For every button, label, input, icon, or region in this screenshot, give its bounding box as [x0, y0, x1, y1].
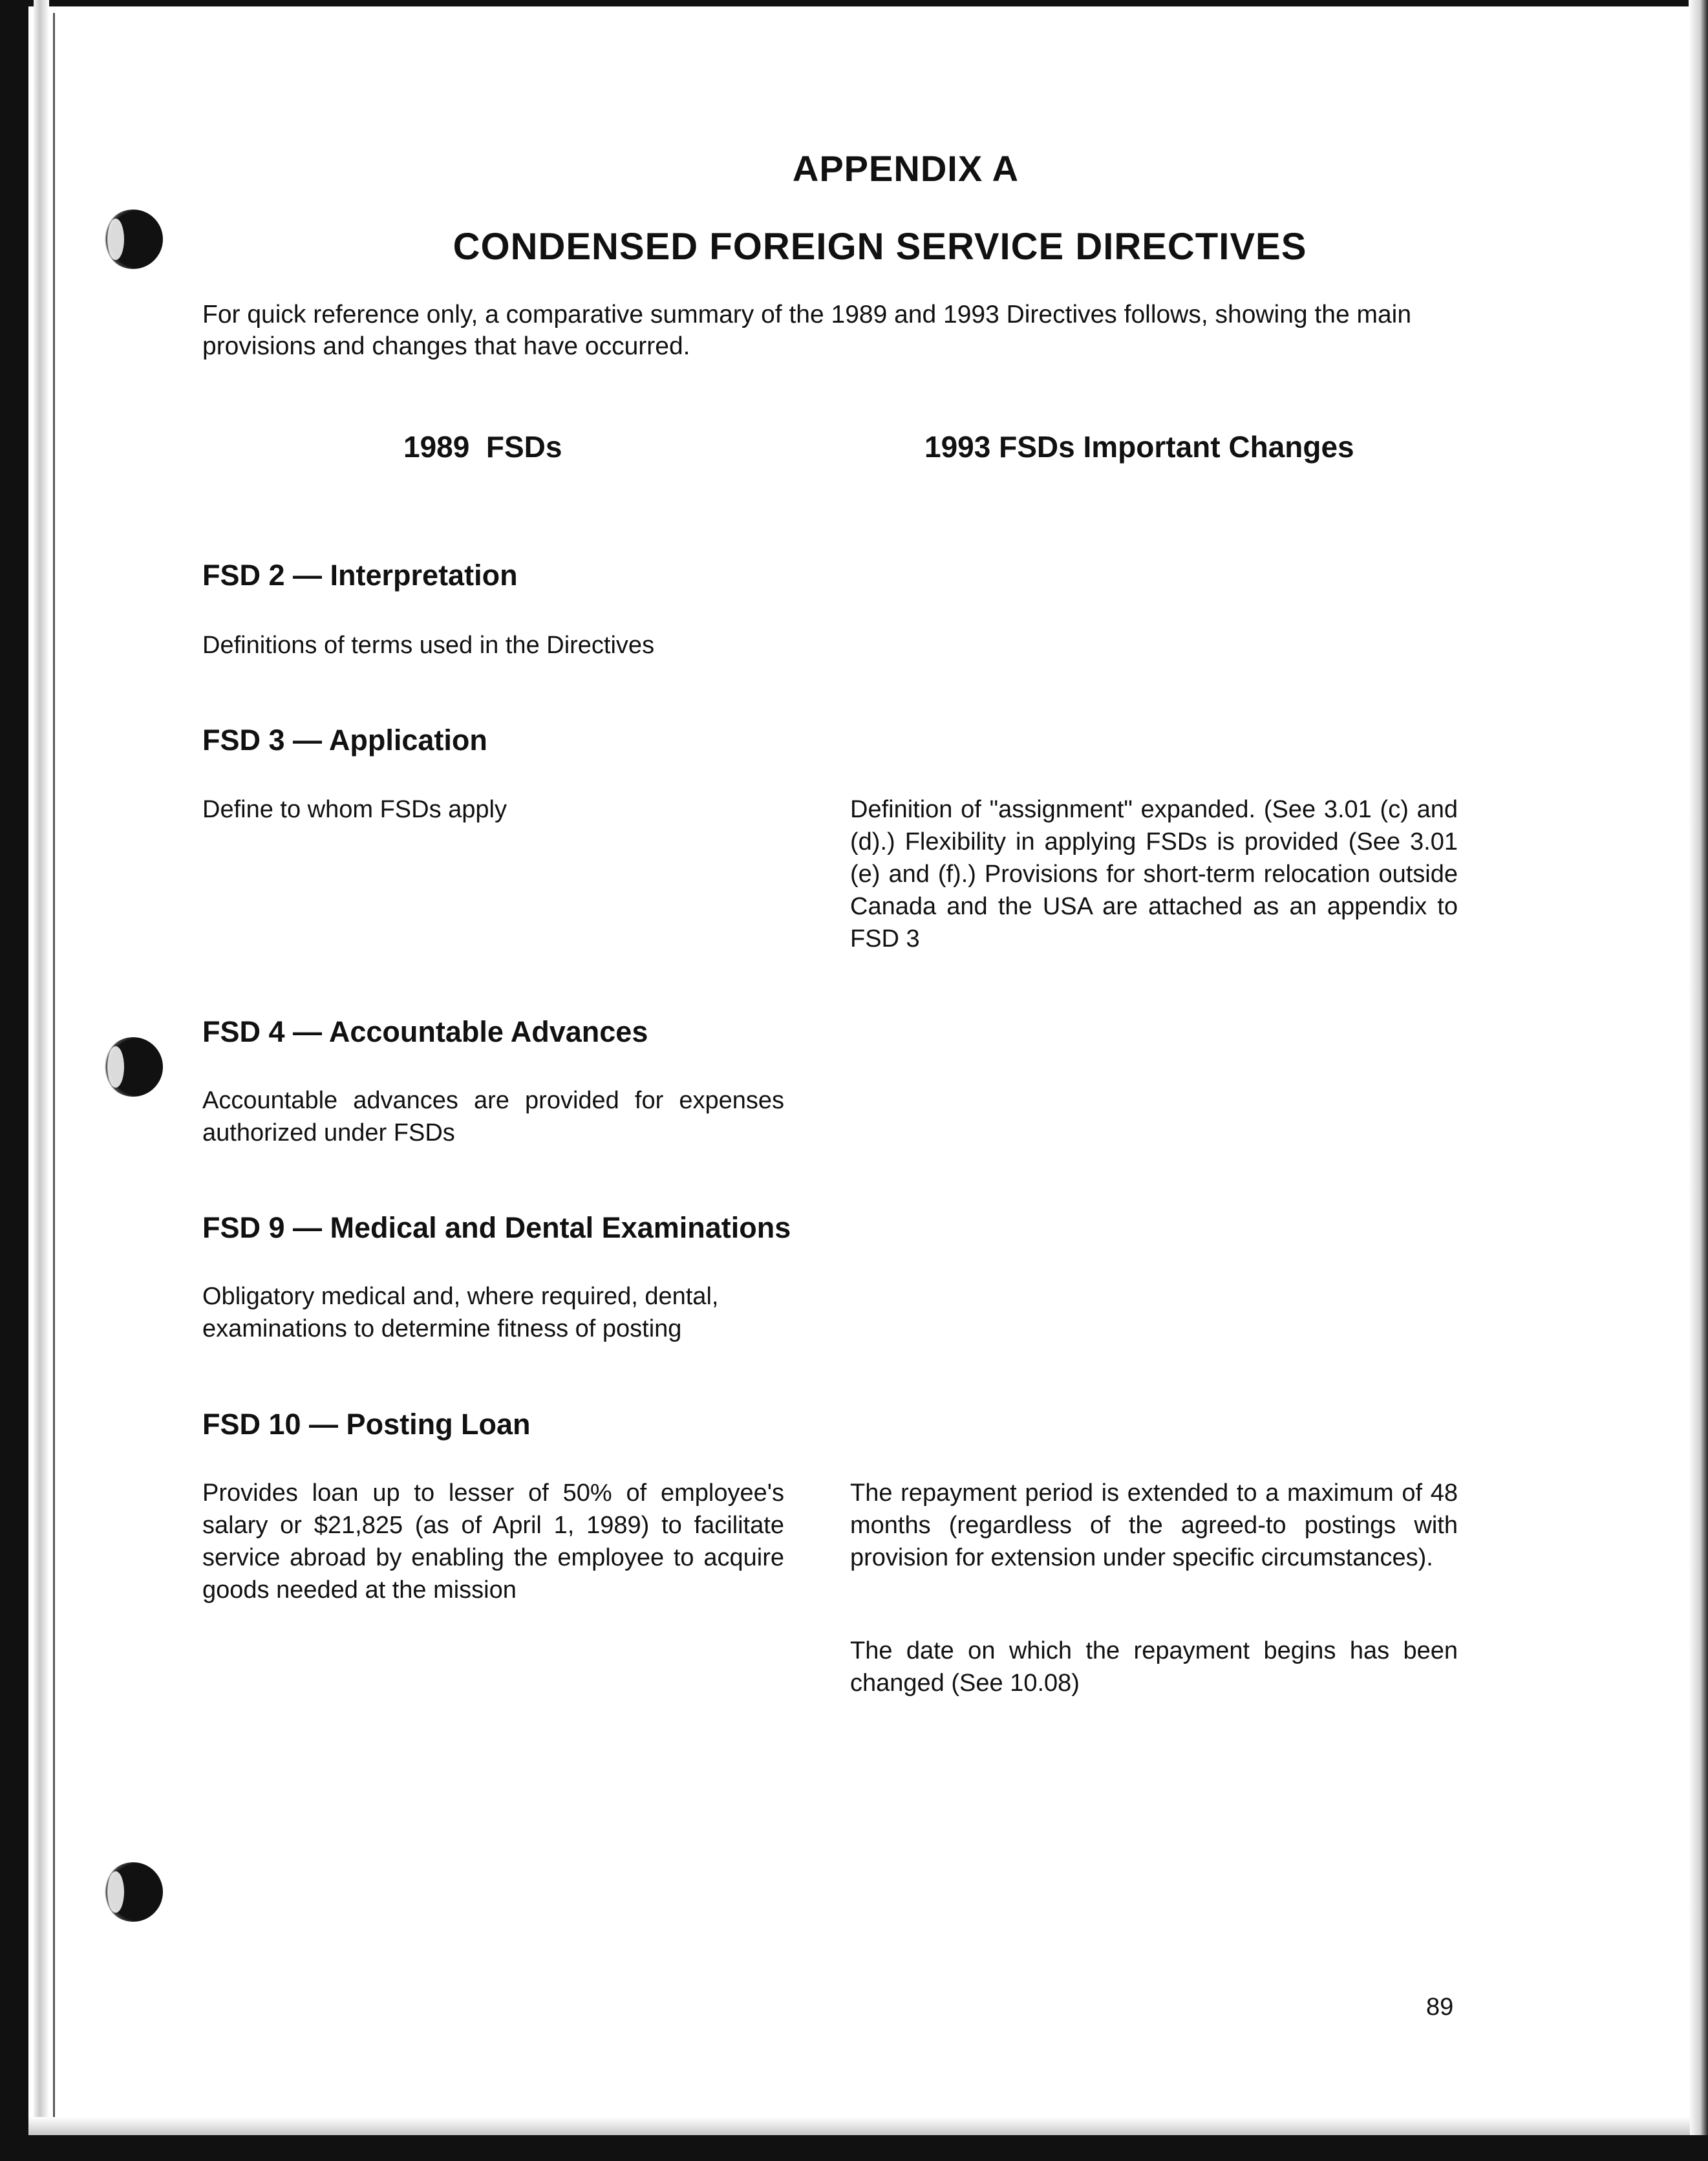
fsd-2-heading: FSD 2 — Interpretation	[202, 559, 518, 592]
fsd-4-1989-text: Accountable advances are provided for expenses authorized under FSDs	[202, 1087, 784, 1146]
column-heading-1993: 1993 FSDs Important Changes	[924, 430, 1354, 464]
fsd-9-1989-text: Obligatory medical and, where required, dental, examinations to determine fitness of posting	[202, 1283, 719, 1342]
column-heading-1989: 1989 FSDs	[403, 430, 562, 464]
fsd-10-1993-change-2: The date on which the repayment begins has been changed (See 10.08)	[850, 1637, 1458, 1697]
fsd-2-1989-text: Definitions of terms used in the Directives	[202, 632, 655, 659]
scan-edge-left	[0, 0, 28, 2161]
fsd-9-heading: FSD 9 — Medical and Dental Examinations	[202, 1211, 791, 1244]
scan-edge-bottom-shadow	[28, 2117, 1690, 2135]
binder-hole-middle	[103, 1037, 163, 1097]
fsd-4-heading: FSD 4 — Accountable Advances	[202, 1015, 648, 1048]
page-title: CONDENSED FOREIGN SERVICE DIRECTIVES	[453, 226, 1307, 268]
scan-edge-top	[0, 0, 1708, 6]
fsd-10-1989-text: Provides loan up to lesser of 50% of employee's salary or $21,825 (as of April 1, 1989) to facilitate service abroad by enabling the employee to acquire goods needed at the mission	[202, 1479, 784, 1604]
scan-edge-bottom	[0, 2135, 1708, 2161]
fsd-3-1989-text: Define to whom FSDs apply	[202, 796, 507, 823]
binding-shadow	[34, 0, 49, 2161]
fsd-10-heading: FSD 10 — Posting Loan	[202, 1408, 531, 1441]
fsd-3-1993-change: Definition of "assignment" expanded. (See 3.01 (c) and (d).) Flexibility in applying FSDs is provided (See 3.01 (e) and (f).) Provisions for short-term relocation outside Canada and the USA are attached as an appendix to FSD 3	[850, 796, 1458, 952]
appendix-label: APPENDIX A	[792, 148, 1019, 189]
fsd-10-1993-change-1: The repayment period is extended to a maximum of 48 months (regardless of the agreed-to postings with provision for extension under specific circumstances).	[850, 1479, 1458, 1571]
scan-edge-right	[1689, 0, 1708, 2161]
binding-line	[53, 13, 55, 2147]
binder-hole-bottom	[103, 1862, 163, 1922]
fsd-3-heading: FSD 3 — Application	[202, 724, 487, 757]
page-number: 89	[1426, 1994, 1454, 2021]
intro-paragraph: For quick reference only, a comparative summary of the 1989 and 1993 Directives follows, showing the main provisions and changes that have occurred.	[202, 301, 1412, 360]
